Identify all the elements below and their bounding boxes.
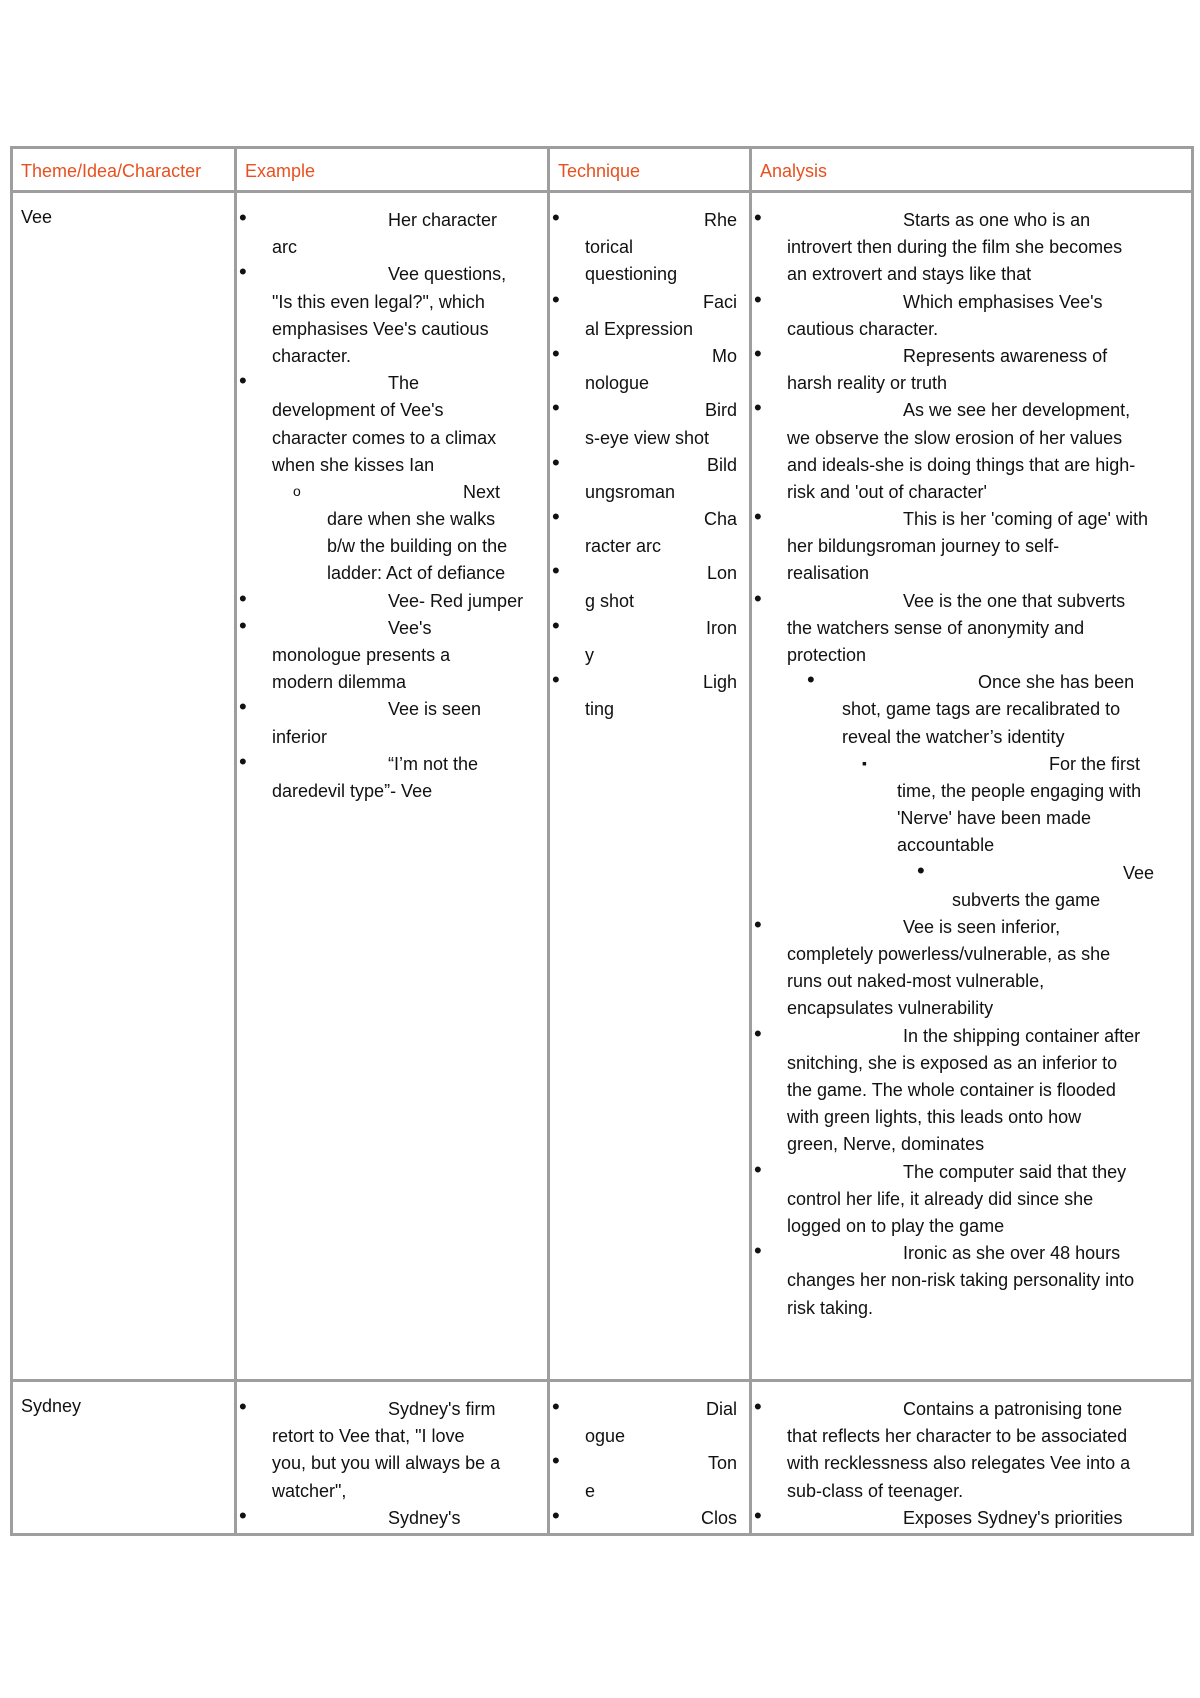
list-item-text: Vee's	[388, 617, 432, 638]
list-item-text: Next	[463, 481, 501, 502]
bullet-icon: •	[754, 1394, 762, 1419]
bullet-icon: •	[754, 1238, 762, 1264]
list-item	[752, 1050, 1191, 1077]
list-item	[237, 479, 547, 506]
list-item-text: “I’m not the	[388, 753, 479, 774]
list-item	[752, 832, 1191, 859]
bullet-icon: o	[293, 482, 301, 499]
bullet-icon: •	[754, 286, 762, 312]
list-item	[752, 887, 1191, 914]
list-item	[752, 911, 1191, 941]
bullet-icon: •	[552, 340, 560, 366]
list-item-text: shot, game tags are recalibrated to	[842, 699, 1121, 720]
list-item-text: In the shipping container after	[903, 1025, 1141, 1046]
list-item	[237, 612, 547, 642]
list-item	[550, 1423, 749, 1450]
analysis-cell	[749, 1379, 1194, 1536]
list-item-text: Ligh	[702, 672, 737, 693]
list-item	[752, 370, 1191, 397]
list-item-text: risk taking.	[787, 1297, 874, 1318]
list-item-text: dare when she walks	[327, 509, 496, 530]
list-item-text: ogue	[585, 1426, 626, 1447]
list-item-text: torical	[585, 237, 634, 258]
list-item-text: Represents awareness of	[903, 345, 1108, 366]
list-item	[752, 1267, 1191, 1294]
bullet-icon: •	[552, 449, 560, 475]
header-example: Example	[245, 161, 316, 181]
list-item	[752, 1077, 1191, 1104]
bullet-icon: •	[552, 1448, 560, 1474]
list-item-text: y	[585, 645, 594, 665]
technique-cell	[547, 190, 752, 1382]
bullet-icon: •	[754, 340, 762, 366]
list-item-text: "Is this even legal?", which	[272, 291, 485, 312]
list-item	[237, 724, 547, 751]
list-item	[752, 1502, 1191, 1532]
list-item	[550, 207, 749, 234]
bullet-icon: •	[552, 395, 560, 421]
list-item-text: logged on to play the game	[787, 1215, 1005, 1236]
list-item-text: Dial	[705, 1399, 737, 1419]
list-item	[237, 642, 547, 669]
list-item	[752, 696, 1191, 723]
list-item	[550, 397, 749, 424]
list-item	[237, 506, 547, 533]
list-item	[752, 1213, 1191, 1240]
list-item	[752, 1156, 1191, 1186]
list-item-text: Contains a patronising tone	[903, 1399, 1123, 1419]
header-theme: Theme/Idea/Character	[21, 161, 202, 181]
list-item-text: accountable	[897, 835, 995, 856]
example-cell	[234, 190, 550, 1382]
list-item-text: cautious character.	[787, 318, 939, 339]
list-item-text: character.	[272, 345, 352, 366]
list-item-text: risk and 'out of character'	[787, 481, 987, 502]
list-item	[237, 207, 547, 234]
list-item-text: The	[388, 373, 420, 394]
list-item-text: Ton	[707, 1453, 737, 1474]
list-item	[752, 286, 1191, 316]
theme-cell	[10, 1379, 237, 1536]
list-item-text: Sydney's firm	[388, 1399, 496, 1419]
list-item	[237, 1478, 547, 1505]
list-item-text: Starts as one who is an	[903, 210, 1091, 230]
header-analysis: Analysis	[760, 161, 828, 181]
list-item	[752, 1478, 1191, 1505]
list-item	[752, 1295, 1191, 1322]
list-item	[237, 316, 547, 343]
list-item	[752, 1186, 1191, 1213]
list-item	[752, 805, 1191, 832]
list-item-text: 'Nerve' have been made	[897, 808, 1091, 829]
list-item-text: Vee is the one that subverts	[903, 590, 1126, 611]
list-item-text: that reflects her character to be associated	[787, 1426, 1128, 1447]
list-item-text: you, but you will always be a	[272, 1453, 501, 1474]
list-item	[237, 234, 547, 261]
list-item	[550, 449, 749, 479]
list-item	[237, 1396, 547, 1423]
list-item-text: Vee- Red jumper	[388, 590, 524, 611]
row-label: Vee	[21, 207, 53, 227]
list-item-text: al Expression	[585, 318, 694, 339]
list-item-text: snitching, she is exposed as an inferior to	[787, 1052, 1118, 1073]
list-item	[752, 1450, 1191, 1477]
header-row	[10, 146, 1194, 190]
list-item	[752, 1396, 1191, 1423]
list-item-text: the game. The whole container is flooded	[787, 1080, 1116, 1100]
bullet-icon: ▪	[862, 754, 867, 771]
list-item-text: Sydney's	[388, 1507, 461, 1528]
bullet-icon: •	[754, 205, 762, 230]
list-item	[237, 343, 547, 370]
list-item	[752, 778, 1191, 805]
list-item-text: Clos	[700, 1507, 737, 1528]
list-item	[550, 560, 749, 587]
list-item	[237, 452, 547, 479]
list-item-text: runs out naked-most vulnerable,	[787, 971, 1045, 992]
list-item-text: Lon	[706, 563, 737, 584]
list-item	[237, 1423, 547, 1450]
list-item-text: nologue	[585, 373, 650, 394]
list-item-text: character comes to a climax	[272, 427, 497, 448]
list-item	[550, 1450, 749, 1477]
list-item-text: Rhe	[703, 210, 737, 230]
list-item	[752, 340, 1191, 370]
list-item-text: Bild	[706, 454, 737, 475]
list-item-text: Vee is seen inferior,	[903, 916, 1061, 937]
list-item-text: ladder: Act of defiance	[327, 563, 506, 584]
list-item	[550, 669, 749, 696]
list-item-text: when she kisses Ian	[272, 454, 435, 475]
list-item-text: harsh reality or truth	[787, 373, 948, 394]
list-item-text: ting	[585, 699, 615, 720]
header-technique-cell	[547, 146, 752, 193]
list-item-text: Faci	[702, 291, 737, 312]
list-item-text: encapsulates vulnerability	[787, 998, 994, 1019]
bullet-icon: •	[754, 1020, 762, 1046]
list-item	[752, 941, 1191, 968]
bullet-icon: •	[754, 585, 762, 611]
list-item-text: we observe the slow erosion of her values	[787, 427, 1123, 448]
list-item-text: realisation	[787, 563, 870, 584]
bullet-icon: •	[239, 748, 247, 774]
list-item-text: modern dilemma	[272, 672, 407, 693]
bullet-icon: •	[552, 504, 560, 530]
list-item-text: Vee	[1123, 862, 1155, 883]
bullet-icon: •	[754, 1502, 762, 1528]
list-item-text: As we see her development,	[903, 400, 1131, 421]
list-item	[752, 724, 1191, 751]
list-item	[752, 669, 1191, 696]
bullet-icon: •	[754, 911, 762, 937]
list-item-text: emphasises Vee's cautious	[272, 318, 489, 339]
list-item-text: completely powerless/vulnerable, as she	[787, 944, 1111, 965]
list-item	[550, 588, 749, 615]
theme-cell	[10, 190, 237, 1382]
list-item-text: watcher",	[272, 1480, 347, 1501]
list-item-text: b/w the building on the	[327, 536, 508, 557]
header-example-cell	[234, 146, 550, 193]
notes-table	[10, 146, 1194, 1533]
list-item	[550, 1478, 749, 1505]
example-cell	[234, 1379, 550, 1536]
list-item	[550, 533, 749, 560]
list-item-text: protection	[787, 645, 867, 665]
list-item	[752, 1020, 1191, 1050]
list-item	[752, 479, 1191, 506]
list-item	[237, 397, 547, 424]
bullet-icon: •	[552, 286, 560, 312]
bullet-icon: •	[552, 1394, 560, 1419]
list-item	[237, 1502, 547, 1532]
list-item	[752, 968, 1191, 995]
bullet-icon: •	[239, 1394, 247, 1419]
list-item-text: Ironic as she over 48 hours	[903, 1243, 1121, 1264]
list-item	[752, 397, 1191, 424]
list-item-text: subverts the game	[952, 889, 1101, 910]
list-item	[550, 1502, 749, 1532]
list-item-text: Bird	[704, 400, 737, 421]
list-item-text: daredevil type”- Vee	[272, 780, 433, 801]
bullet-icon: •	[239, 259, 247, 285]
list-item	[550, 425, 749, 452]
list-item-text: ungsroman	[585, 481, 676, 502]
bullet-icon: •	[754, 504, 762, 530]
list-item	[752, 1423, 1191, 1450]
list-item-text: For the first	[1049, 753, 1141, 774]
list-item	[752, 1131, 1191, 1158]
list-item	[752, 857, 1191, 887]
list-item	[550, 479, 749, 506]
list-item	[237, 261, 547, 288]
list-item	[550, 642, 749, 669]
list-item-text: control her life, it already did since she	[787, 1188, 1094, 1209]
bullet-icon: •	[754, 395, 762, 421]
list-item	[550, 261, 749, 288]
list-item	[237, 425, 547, 452]
list-item	[752, 585, 1191, 615]
list-item-text: Her character	[388, 210, 498, 230]
list-item	[550, 316, 749, 343]
list-item	[237, 778, 547, 805]
list-item	[752, 425, 1191, 452]
list-item	[752, 452, 1191, 479]
list-item	[752, 1104, 1191, 1131]
list-item-text: Vee questions,	[388, 264, 507, 285]
list-item	[752, 506, 1191, 533]
list-item	[752, 995, 1191, 1022]
bullet-icon: •	[239, 205, 247, 230]
list-item-text: introvert then during the film she becomes	[787, 237, 1123, 258]
bullet-icon: •	[754, 1156, 762, 1182]
header-analysis-cell	[749, 146, 1194, 193]
list-item	[752, 615, 1191, 642]
list-item	[752, 316, 1191, 343]
list-item	[550, 340, 749, 370]
list-item-text: changes her non-risk taking personality into	[787, 1270, 1135, 1291]
table-row-sydney	[10, 1379, 1194, 1533]
list-item	[550, 286, 749, 316]
list-item-text: Iron	[705, 617, 737, 638]
list-item	[550, 696, 749, 723]
list-item-text: retort to Vee that, "I love	[272, 1426, 465, 1447]
list-item-text: reveal the watcher’s identity	[842, 726, 1065, 747]
list-item-text: her bildungsroman journey to self-	[787, 536, 1060, 557]
list-item	[752, 560, 1191, 587]
list-item-text: racter arc	[585, 536, 662, 557]
list-item-text: Once she has been	[978, 672, 1135, 693]
bullet-icon: •	[552, 205, 560, 230]
list-item	[237, 585, 547, 615]
list-item-text: an extrovert and stays like that	[787, 264, 1032, 285]
bullet-icon: •	[807, 667, 815, 693]
list-item-text: Mo	[711, 345, 737, 366]
list-item-text: This is her 'coming of age' with	[903, 509, 1148, 530]
list-item-text: e	[585, 1480, 596, 1501]
bullet-icon: •	[239, 1502, 247, 1528]
list-item	[550, 612, 749, 642]
list-item	[237, 669, 547, 696]
list-item-text: time, the people engaging with	[897, 780, 1142, 801]
list-item	[752, 207, 1191, 234]
bullet-icon: •	[239, 585, 247, 611]
bullet-icon: •	[917, 857, 925, 883]
bullet-icon: •	[552, 558, 560, 584]
list-item	[550, 370, 749, 397]
list-item	[237, 370, 547, 397]
list-item	[237, 289, 547, 316]
bullet-icon: •	[552, 612, 560, 638]
list-item	[752, 1240, 1191, 1267]
list-item-text: questioning	[585, 264, 678, 285]
bullet-icon: •	[552, 667, 560, 693]
bullet-icon: •	[239, 368, 247, 394]
list-item-text: s-eye view shot	[585, 427, 710, 448]
bullet-icon: •	[239, 694, 247, 720]
list-item-text: Exposes Sydney's priorities	[903, 1507, 1123, 1528]
list-item	[550, 234, 749, 261]
list-item-text: inferior	[272, 726, 328, 747]
list-item	[550, 506, 749, 533]
list-item	[752, 234, 1191, 261]
list-item	[752, 261, 1191, 288]
list-item	[237, 533, 547, 560]
list-item-text: sub-class of teenager.	[787, 1480, 964, 1501]
list-item-text: The computer said that they	[903, 1161, 1127, 1182]
list-item	[237, 696, 547, 723]
list-item-text: arc	[272, 237, 298, 258]
list-item-text: the watchers sense of anonymity and	[787, 617, 1085, 638]
list-item	[550, 1396, 749, 1423]
list-item	[752, 642, 1191, 669]
list-item	[237, 560, 547, 587]
list-item-text: monologue presents a	[272, 645, 451, 665]
bullet-icon: •	[552, 1502, 560, 1528]
list-item	[752, 533, 1191, 560]
bullet-icon: •	[239, 612, 247, 638]
header-theme-cell	[10, 146, 237, 193]
list-item-text: with green lights, this leads onto how	[787, 1107, 1082, 1128]
list-item-text: and ideals-she is doing things that are high-	[787, 454, 1136, 475]
list-item-text: Cha	[703, 509, 737, 530]
list-item-text: g shot	[585, 590, 635, 611]
list-item-text: green, Nerve, dominates	[787, 1134, 985, 1155]
list-item	[237, 748, 547, 778]
table-row-vee	[10, 190, 1194, 1379]
list-item-text: Which emphasises Vee's	[903, 291, 1103, 312]
list-item-text: Vee is seen	[388, 699, 482, 720]
list-item	[752, 751, 1191, 778]
row-label: Sydney	[21, 1396, 82, 1416]
header-technique: Technique	[558, 161, 641, 181]
list-item	[237, 1450, 547, 1477]
list-item-text: with recklessness also relegates Vee into a	[787, 1453, 1131, 1474]
list-item-text: development of Vee's	[272, 400, 444, 421]
technique-cell	[547, 1379, 752, 1536]
analysis-cell	[749, 190, 1194, 1382]
